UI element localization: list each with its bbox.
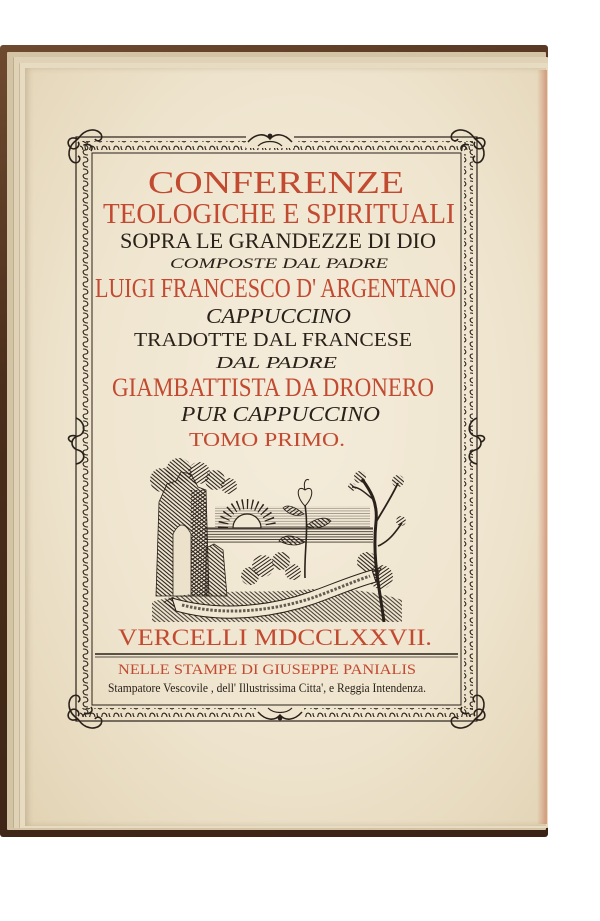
frame-bottom-center-ornament xyxy=(256,706,304,720)
translator-prefix: DAL PADRE xyxy=(214,353,338,372)
subtitle: SOPRA LE GRANDEZZE DI DIO xyxy=(120,228,436,253)
bushes-center xyxy=(241,552,301,585)
plant-flower xyxy=(298,488,312,506)
tree-branch xyxy=(376,483,398,522)
volume-label: TOMO PRIMO. xyxy=(189,429,345,451)
author-order: CAPPUCCINO xyxy=(206,304,351,328)
imprint-printer-details: Stampatore Vescovile , dell' Illustrissima Citta', e Reggia Intendenza. xyxy=(108,680,426,695)
imprint-place-date: VERCELLI MDCCLXXVII. xyxy=(118,625,432,650)
title-line-2: TEOLOGICHE E SPIRITUALI xyxy=(103,198,455,230)
author-name: LUIGI FRANCESCO D' ARGENTANO xyxy=(95,273,456,303)
tree-branch xyxy=(378,523,402,546)
translator-name: GIAMBATTISTA DA DRONERO xyxy=(112,373,434,402)
title-line-1: CONFERENZE xyxy=(148,164,404,200)
translation-note: TRADOTTE DAL FRANCESE xyxy=(134,329,412,351)
vignette-engraving xyxy=(150,458,406,622)
imprint-printer: NELLE STAMPE DI GIUSEPPE PANIALIS xyxy=(118,662,416,678)
author-prefix: COMPOSTE DAL PADRE xyxy=(170,256,388,272)
translator-order: PUR CAPPUCCINO xyxy=(179,402,380,426)
frame-top-center-ornament xyxy=(246,134,294,148)
ruined-arch-opening xyxy=(173,525,191,596)
ruined-wall xyxy=(206,544,227,596)
